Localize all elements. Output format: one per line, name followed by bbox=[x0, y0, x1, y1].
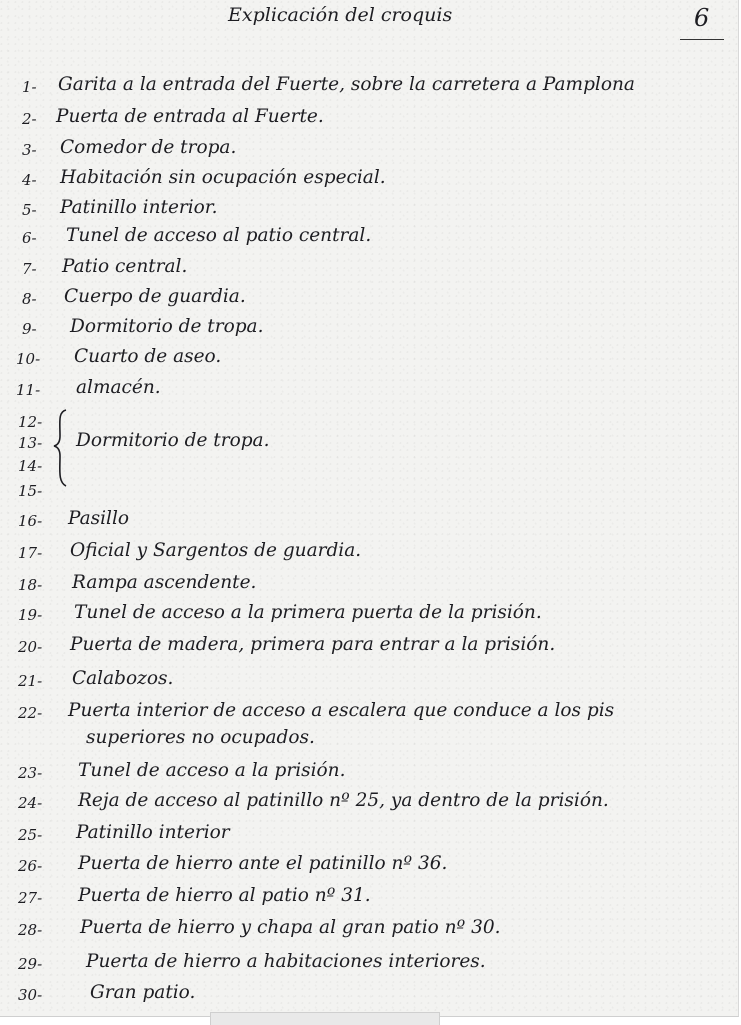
item-number: 12- bbox=[18, 413, 43, 431]
item-text: superiores no ocupados. bbox=[86, 727, 315, 748]
item-text: Cuarto de aseo. bbox=[74, 346, 222, 367]
item-number: 23- bbox=[18, 764, 43, 782]
item-text: Garita a la entrada del Fuerte, sobre la carretera a Pamplona bbox=[58, 74, 635, 95]
item-text: Habitación sin ocupación especial. bbox=[60, 167, 386, 188]
item-text: Patio central. bbox=[62, 256, 188, 277]
item-number: 29- bbox=[18, 955, 43, 973]
item-text: Tunel de acceso a la prisión. bbox=[78, 760, 346, 781]
item-text: Rampa ascendente. bbox=[72, 572, 257, 593]
item-number: 5- bbox=[22, 201, 37, 219]
item-number: 19- bbox=[18, 606, 43, 624]
item-text: Pasillo bbox=[68, 508, 130, 529]
item-text: Dormitorio de tropa. bbox=[70, 316, 264, 337]
item-text: Puerta de entrada al Fuerte. bbox=[56, 106, 324, 127]
item-text: Tunel de acceso a la primera puerta de la prisión. bbox=[74, 602, 542, 623]
item-number: 22- bbox=[18, 704, 43, 722]
item-number: 30- bbox=[18, 986, 43, 1004]
page-number: 6 bbox=[694, 4, 710, 32]
item-number: 15- bbox=[18, 482, 43, 500]
item-number: 2- bbox=[22, 110, 37, 128]
item-text: Patinillo interior bbox=[76, 822, 230, 843]
item-number: 8- bbox=[22, 290, 37, 308]
page-number-underline bbox=[680, 39, 724, 40]
item-text: almacén. bbox=[76, 377, 161, 398]
item-text: Puerta de hierro a habitaciones interiores. bbox=[86, 951, 486, 972]
item-text: Puerta de hierro al patio nº 31. bbox=[78, 885, 371, 906]
item-number: 7- bbox=[22, 260, 37, 278]
item-number: 25- bbox=[18, 826, 43, 844]
item-text: Patinillo interior. bbox=[60, 197, 218, 218]
item-number: 26- bbox=[18, 857, 43, 875]
item-number: 24- bbox=[18, 794, 43, 812]
item-number: 27- bbox=[18, 889, 43, 907]
item-text: Puerta de madera, primera para entrar a la prisión. bbox=[70, 634, 556, 655]
item-number: 20- bbox=[18, 638, 43, 656]
item-number: 18- bbox=[18, 576, 43, 594]
item-text: Puerta interior de acceso a escalera que conduce a los pis bbox=[68, 700, 615, 721]
item-number: 17- bbox=[18, 544, 43, 562]
item-number: 21- bbox=[18, 672, 43, 690]
item-text: Oficial y Sargentos de guardia. bbox=[70, 540, 362, 561]
item-text: Comedor de tropa. bbox=[60, 137, 237, 158]
item-number: 11- bbox=[16, 381, 41, 399]
item-text: Puerta de hierro y chapa al gran patio nº 30. bbox=[80, 917, 501, 938]
item-number: 1- bbox=[22, 78, 37, 96]
scan-edge bbox=[210, 1012, 440, 1025]
item-text: Calabozos. bbox=[72, 668, 174, 689]
item-text: Puerta de hierro ante el patinillo nº 36. bbox=[78, 853, 448, 874]
item-number: 6- bbox=[22, 229, 37, 247]
item-text: Tunel de acceso al patio central. bbox=[66, 225, 372, 246]
item-text: Gran patio. bbox=[90, 982, 196, 1003]
item-number: 4- bbox=[22, 171, 37, 189]
page-title: Explicación del croquis bbox=[228, 4, 453, 26]
item-number: 10- bbox=[16, 350, 41, 368]
item-number: 13- bbox=[18, 434, 43, 452]
item-text: Dormitorio de tropa. bbox=[76, 430, 270, 451]
item-number: 3- bbox=[22, 141, 37, 159]
item-number: 9- bbox=[22, 320, 37, 338]
item-number: 16- bbox=[18, 512, 43, 530]
item-text: Cuerpo de guardia. bbox=[64, 286, 246, 307]
item-number: 14- bbox=[18, 457, 43, 475]
brace-icon bbox=[52, 408, 70, 488]
item-text: Reja de acceso al patinillo nº 25, ya dentro de la prisión. bbox=[78, 790, 609, 811]
item-number: 28- bbox=[18, 921, 43, 939]
